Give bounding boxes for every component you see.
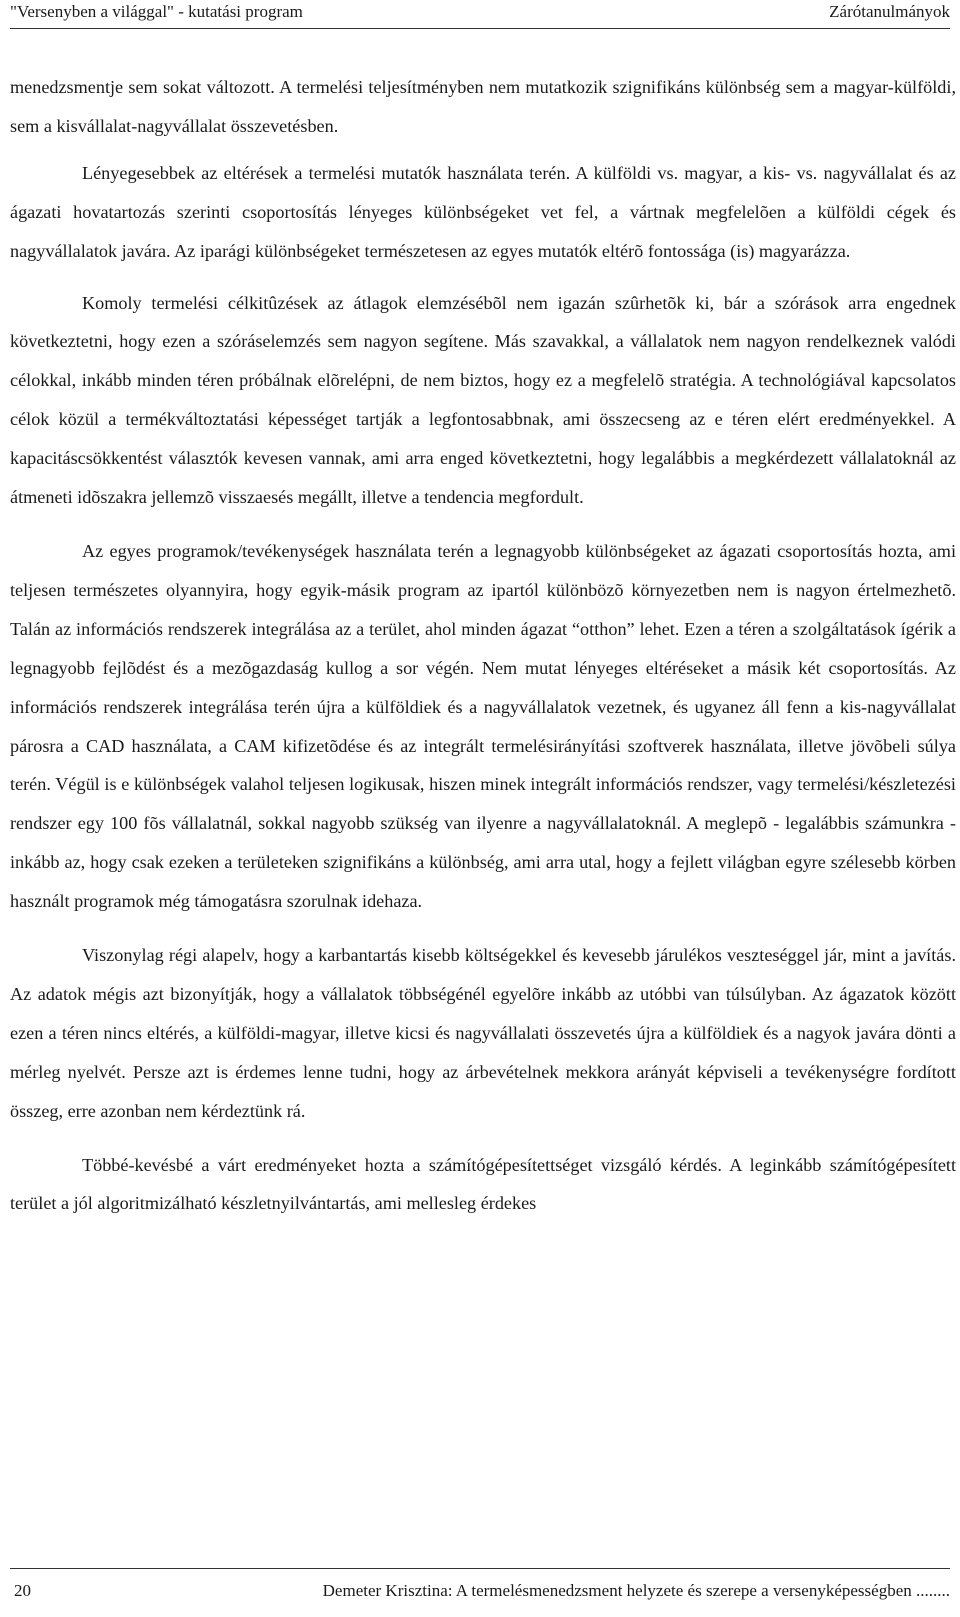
page-footer [10,1568,950,1608]
paragraph-measures: Lényegesebbek az eltérések a termelési mutatók használata terén. A külföldi vs. magyar, a kis- vs. nagyvállalat és az ágazati hovatartozás szerinti csoportosítás lényeges különbségeket vet fel, a vártnak megfelelõen a külföldi cégek és nagyvállalatok javára. Az iparági különbségeket természetesen az egyes mutatók eltérõ fontossága (is) magyarázza. [10,162,956,261]
paragraph-programs: Az egyes programok/tevékenységek használata terén a legnagyobb különbségeket az ágazati csoportosítás hozta, ami teljesen természetes olyannyira, hogy egyik-másik program az ipartól különbözõ környezetben nem is nagyon értelmezhetõ. Talán az információs rendszerek integrálása az a terület, ahol minden ágazat “otthon” lehet. Ezen a téren a szolgáltatások ígérik a legnagyobb fejlõdést és a mezõgazdaság kullog a sor végén. Nem mutat lényeges eltéréseket a másik két csoportosítás. Az információs rendszerek integrálása terén újra a külföldiek és a nagyvállalatok vezetnek, és ugyanez áll fenn a kis-nagyvállalat párosra a CAD használata, a CAM kifizetõdése és az integrált termelésirányítási szoftverek használata, illetve jövõbeli súlya terén. Végül is e különbségek valahol teljesen logikusak, hiszen minek integrált információs rendszer, vagy termelési/készletezési rendszer egy 100 fõs vállalatnál, sokkal nagyobb szükség van ilyenre a nagyvállalatoknál. A meglepõ - legalábbis számunkra - inkább az, hogy csak ezeken a területeken szignifikáns a különbség, ami arra utal, hogy a fejlett világban egyre szélesebb körben használt programok még támogatásra szorulnak idehaza. [10,540,956,912]
footer-divider [10,1568,950,1569]
header-program-title: "Versenyben a világgal" - kutatási program [10,2,303,21]
page-number: 20 [14,1581,31,1600]
page-header [10,0,950,30]
paragraph-continued: menedzsmentje sem sokat változott. A termelési teljesítményben nem mutatkozik szignifikáns különbség sem a magyar-külföldi, sem a kisvállalat-nagyvállalat összevetésben. [10,77,956,136]
document-body [10,68,956,1223]
header-section-title: Zárótanulmányok [829,2,950,21]
paragraph-computerization: Többé-kevésbé a várt eredményeket hozta a számítógépesítettséget vizsgáló kérdés. A leginkább számítógépesített terület a jól algoritmizálható készletnyilvántartás, ami mellesleg érdekes [10,1154,956,1214]
paragraph-goals: Komoly termelési célkitûzések az átlagok elemzésébõl nem igazán szûrhetõk ki, bár a szórások arra engednek következtetni, hogy ezen a szóráselemzés sem nagyon segítene. Más szavakkal, a vállalatok nem nagyon rendelkeznek valódi célokkal, inkább minden téren próbálnak elõrelépni, de nem biztos, hogy ez a megfelelõ stratégia. A technológiával kapcsolatos célok közül a termékváltoztatási képességet tartják a legfontosabbnak, ami összecseng az e téren elért eredményekkel. A kapacitáscsökkentést választók kevesen vannak, ami arra enged következtetni, hogy legalábbis a megkérdezett vállalatoknál az átmeneti idõszakra jellemzõ visszaesés megállt, illetve a tendencia megfordult. [10,292,956,508]
header-divider [10,28,950,29]
paragraph-maintenance: Viszonylag régi alapelv, hogy a karbantartás kisebb költségekkel és kevesebb járulékos veszteséggel jár, mint a javítás. Az adatok mégis azt bizonyítják, hogy a vállalatok többségénél egyelõre inkább az utóbbi van túlsúlyban. Az ágazatok között ezen a téren nincs eltérés, a külföldi-magyar, illetve kicsi és nagyvállalati összevetés újra a külföldiek és a nagyok javára dönti a mérleg nyelvét. Persze azt is érdemes lenne tudni, hogy az árbevételnek mekkora arányát képviseli a tevékenységre fordított összeg, erre azonban nem kérdeztünk rá. [10,945,956,1121]
footer-author-title: Demeter Krisztina: A termelésmenedzsment helyzete és szerepe a versenyképességben ........ [322,1581,950,1600]
